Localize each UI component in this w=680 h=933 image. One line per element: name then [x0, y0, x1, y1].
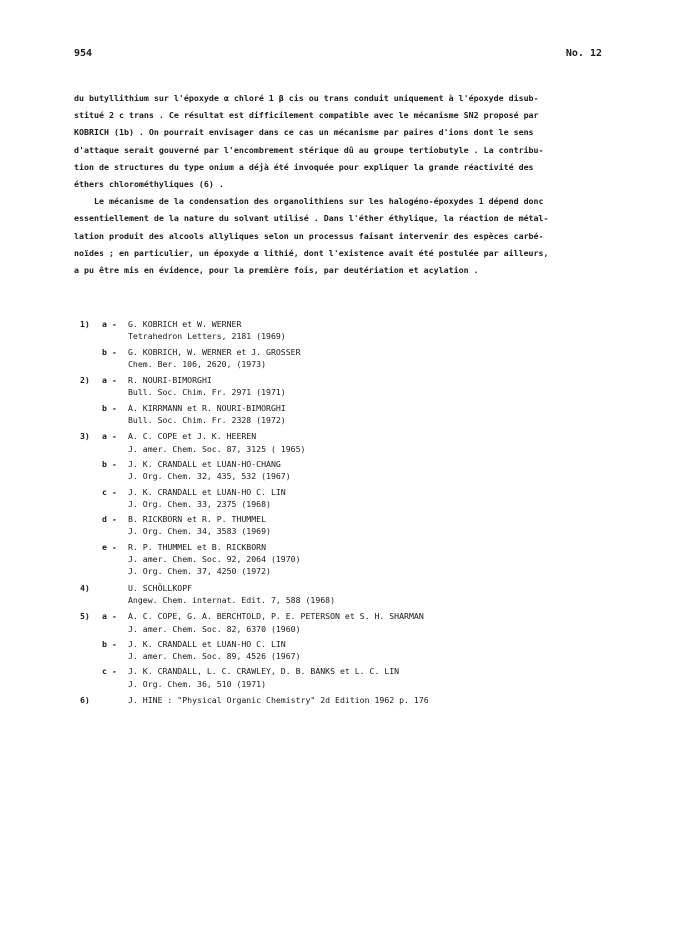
page-header [74, 48, 602, 62]
reference-entry-letter: c - [102, 666, 117, 677]
reference-entry [80, 402, 540, 427]
citation-line: R. NOURI-BIMORGHI [128, 375, 212, 386]
citation-line: B. RICKBORN et R. P. THUMMEL [128, 514, 267, 525]
text-line: essentiellement de la nature du solvant utilisé . Dans l'éther éthylique, la réaction de métal- [74, 213, 549, 224]
reference-number: 2) [80, 375, 90, 386]
reference-entry [80, 318, 540, 343]
reference-item [80, 694, 540, 706]
citation-line: G. KOBRICH, W. WERNER et J. GROSSER [128, 346, 301, 357]
text-line: du butyllithium sur l'époxyde α chloré 1 β cis ou trans conduit uniquement à l'époxyde disub- [74, 93, 539, 103]
reference-entry-letter: a - [102, 611, 117, 622]
citation-line: A. C. COPE, G. A. BERCHTOLD, P. E. PETERSON et S. H. SHARMAN [128, 611, 424, 622]
reference-entry [80, 694, 540, 706]
citation-line: J. Org. Chem. 36, 510 (1971) [128, 678, 267, 689]
text-line: a pu être mis en évidence, pour la première fois, par deutériation et acylation . [74, 264, 479, 275]
reference-item [80, 582, 540, 607]
citation-line: J. HINE : "Physical Organic Chemistry" 2d Edition 1962 p. 176 [128, 695, 429, 706]
citation-line: J. amer. Chem. Soc. 82, 6370 (1960) [128, 623, 301, 634]
citation-line: A. C. COPE et J. K. HEEREN [128, 431, 257, 442]
citation-line: U. SCHÖLLKOPF [128, 582, 193, 593]
citation-line: A. KIRRMANN et R. NOURI-BIMORGHI [128, 402, 286, 413]
reference-item [80, 430, 540, 577]
reference-number: 1) [80, 319, 90, 329]
reference-entry [80, 430, 540, 455]
citation-line: Angew. Chem. internat. Edit. 7, 588 (1968) [128, 594, 336, 605]
citation-line: J. amer. Chem. Soc. 92, 2064 (1970) [128, 554, 301, 565]
citation-line: J. K. CRANDALL, L. C. CRAWLEY, D. B. BANKS et L. C. LIN [128, 666, 400, 677]
reference-item [80, 374, 540, 426]
reference-entry-letter: a - [102, 431, 117, 442]
reference-entry-letter: e - [102, 541, 117, 552]
reference-item [80, 610, 540, 690]
reference-entry [80, 513, 540, 538]
reference-entry [80, 346, 540, 371]
reference-number: 3) [80, 431, 90, 442]
text-line: noïdes ; en particulier, un époxyde α lithié, dont l'existence avait été postulée par ailleurs, [74, 247, 549, 258]
reference-entry-letter: a - [102, 319, 117, 329]
reference-entry-letter: b - [102, 346, 117, 357]
citation-line: J. Org. Chem. 34, 3583 (1969) [128, 526, 271, 537]
reference-number: 5) [80, 611, 90, 622]
reference-entry [80, 541, 540, 578]
citation-line: R. P. THUMMEL et B. RICKBORN [128, 541, 267, 552]
reference-entry [80, 486, 540, 511]
reference-entry [80, 582, 540, 607]
citation-line: Chem. Ber. 106, 2620, (1973) [128, 358, 267, 369]
references-list [80, 318, 540, 710]
issue-number: No. 12 [565, 48, 602, 59]
text-line: d'attaque serait gouverné par l'encombrement stérique dû au groupe tertiobutyle . La contribu- [74, 144, 544, 155]
reference-number: 6) [80, 695, 90, 706]
reference-entry-letter: b - [102, 638, 117, 649]
citation-line: Tetrahedron Letters, 2181 (1969) [128, 331, 286, 342]
reference-entry [80, 610, 540, 635]
reference-number: 4) [80, 582, 90, 593]
text-line: KOBRICH (1b) . On pourrait envisager dans ce cas un mécanisme par paires d'ions dont le sens [74, 127, 534, 138]
body-text [74, 90, 604, 279]
reference-item [80, 318, 540, 370]
citation-line: J. K. CRANDALL et LUAN-HO C. LIN [128, 486, 286, 497]
reference-entry [80, 458, 540, 483]
reference-entry-letter: a - [102, 375, 117, 386]
reference-entry [80, 638, 540, 663]
citation-line: J. Org. Chem. 33, 2375 (1968) [128, 498, 271, 509]
reference-entry-letter: b - [102, 458, 117, 469]
text-line: lation produit des alcools allyliques selon un processus faisant intervenir des espèces carbé- [74, 230, 544, 241]
citation-line: J. K. CRANDALL et LUAN-HO-CHANG [128, 458, 281, 469]
citation-line: Bull. Soc. Chim. Fr. 2328 (1972) [128, 415, 286, 426]
paragraph-2 [74, 193, 604, 279]
reference-entry [80, 374, 540, 399]
citation-line: J. amer. Chem. Soc. 87, 3125 ( 1965) [128, 443, 306, 454]
citation-line: Bull. Soc. Chim. Fr. 2971 (1971) [128, 387, 286, 398]
citation-line: G. KOBRICH et W. WERNER [128, 319, 242, 329]
reference-entry [80, 665, 540, 690]
citation-line: J. amer. Chem. Soc. 89, 4526 (1967) [128, 651, 301, 662]
text-line: stitué 2 c trans . Ce résultat est difficilement compatible avec le mécanisme SN2 proposé par [74, 110, 539, 121]
citation-line: J. Org. Chem. 32, 435, 532 (1967) [128, 471, 291, 482]
text-line: éthers chlorométhyliques (6) . [74, 178, 224, 189]
reference-entry-letter: c - [102, 486, 117, 497]
text-line: tion de structures du type onium a déjà été invoquée pour expliquer la grande réactivité des [74, 161, 534, 172]
citation-line: J. Org. Chem. 37, 4250 (1972) [128, 566, 271, 577]
reference-entry-letter: b - [102, 402, 117, 413]
reference-entry-letter: d - [102, 514, 117, 525]
page-number: 954 [74, 48, 93, 59]
text-line: Le mécanisme de la condensation des organolithiens sur les halogéno-époxydes 1 dépend donc [74, 196, 544, 207]
citation-line: J. K. CRANDALL et LUAN-HO C. LIN [128, 638, 286, 649]
paragraph-1 [74, 90, 604, 193]
